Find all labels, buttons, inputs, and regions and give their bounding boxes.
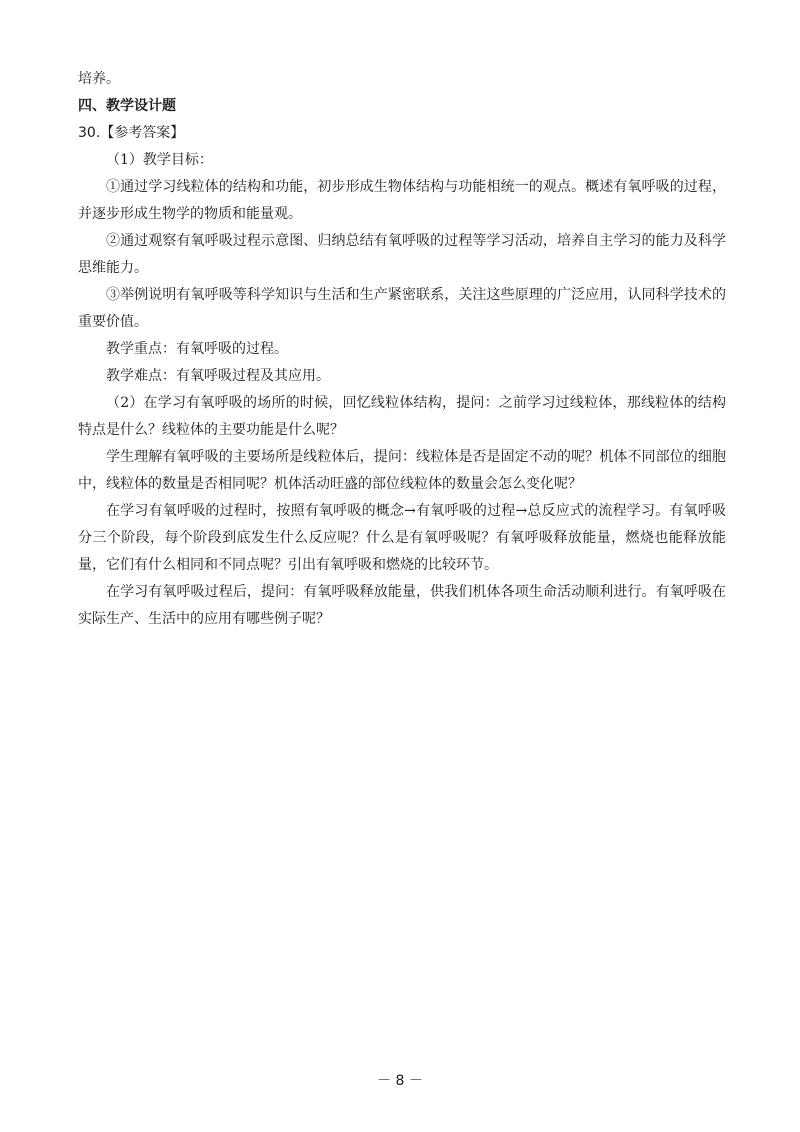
- teaching-goal-2: ②通过观察有氧呼吸过程示意图、归纳总结有氧呼吸的过程等学习活动，培养自主学习的能力及科学思维能力。: [78, 233, 726, 276]
- carryover-text: 培养。: [78, 71, 120, 87]
- section-title: 四、教学设计题: [78, 98, 176, 114]
- key-point: 教学重点：有氧呼吸的过程。: [106, 341, 288, 357]
- teaching-goal-1: ①通过学习线粒体的结构和功能，初步形成生物体结构与功能相统一的观点。概述有氧呼吸的过程，并逐步形成生物学的物质和能量观。: [78, 179, 726, 222]
- teaching-goal-3: ③举例说明有氧呼吸等科学知识与生活和生产紧密联系，关注这些原理的广泛应用，认同科学技术的重要价值。: [78, 287, 726, 330]
- part1-title: （1）教学目标：: [106, 152, 213, 168]
- part2-paragraph-3: 在学习有氧呼吸的过程时，按照有氧呼吸的概念→有氧呼吸的过程→总反应式的流程学习。有氧呼吸分三个阶段，每个阶段到底发生什么反应呢？什么是有氧呼吸呢？有氧呼吸释放能量，燃烧也能释放能量，它们有什么相同和不同点呢？引出有氧呼吸和燃烧的比较环节。: [78, 503, 726, 573]
- difficult-point: 教学难点：有氧呼吸过程及其应用。: [106, 368, 330, 384]
- question-header: 30.【参考答案】: [78, 125, 185, 141]
- document-body: [78, 66, 726, 633]
- part2-paragraph-2: 学生理解有氧呼吸的主要场所是线粒体后，提问：线粒体是否是固定不动的呢？机体不同部位的细胞中，线粒体的数量是否相同呢？机体活动旺盛的部位线粒体的数量会怎么变化呢？: [78, 449, 726, 492]
- page-number: － 8 －: [377, 1073, 423, 1089]
- part2-paragraph-1: （2）在学习有氧呼吸的场所的时候，回忆线粒体结构，提问：之前学习过线粒体，那线粒体的结构特点是什么？线粒体的主要功能是什么呢？: [78, 395, 726, 438]
- part2-paragraph-4: 在学习有氧呼吸过程后，提问：有氧呼吸释放能量，供我们机体各项生命活动顺利进行。有氧呼吸在实际生产、生活中的应用有哪些例子呢？: [78, 584, 726, 627]
